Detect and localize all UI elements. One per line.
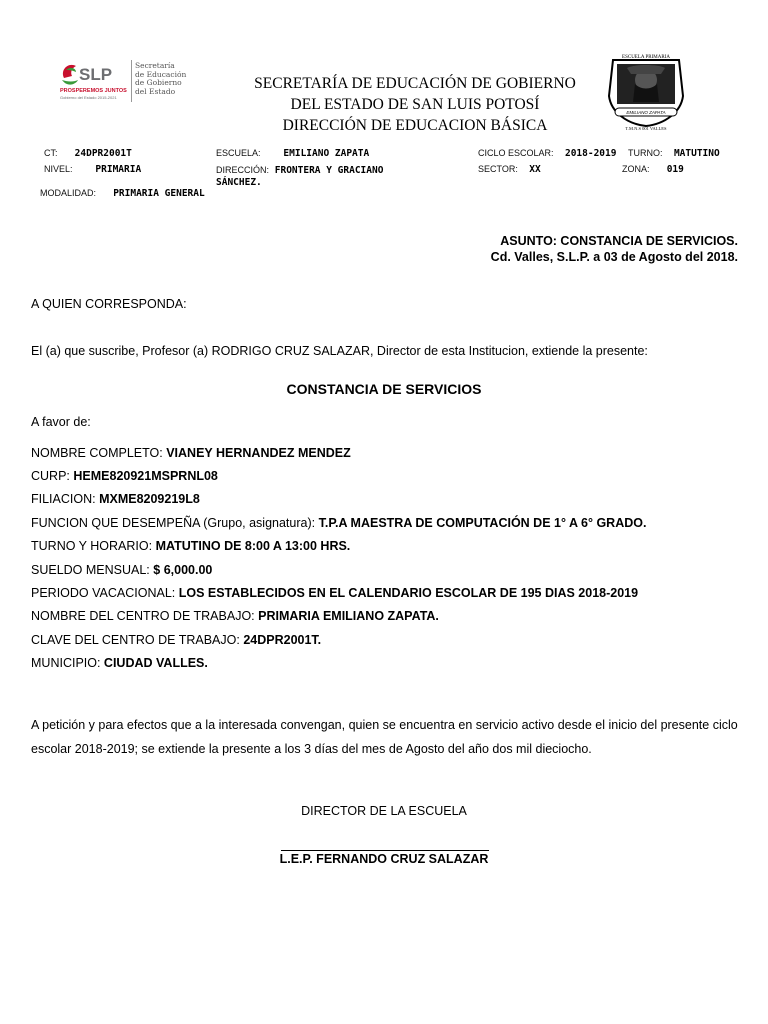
slp-slogan: PROSPEREMOS JUNTOS <box>60 88 127 94</box>
slp-acronym: SLP <box>79 65 113 84</box>
signature-line <box>281 850 489 851</box>
field-label: MUNICIPIO: <box>31 656 104 670</box>
field-filiacion <box>31 492 200 506</box>
svg-text:ESCUELA PRIMARIA: ESCUELA PRIMARIA <box>622 55 670 60</box>
favor-label: A favor de: <box>31 415 91 429</box>
nivel-field <box>44 164 141 175</box>
ct-value: 24DPR2001T <box>74 148 132 159</box>
field-value: 24DPR2001T. <box>243 633 322 647</box>
secretaria-line-2: de Educación <box>135 69 187 79</box>
nivel-label: NIVEL: <box>44 164 73 174</box>
field-value: MATUTINO DE 8:00 A 13:00 HRS. <box>155 539 351 553</box>
greeting: A QUIEN CORRESPONDA: <box>31 297 187 311</box>
slp-gov: Gobierno del Estado 2015-2021 <box>60 95 117 100</box>
signature-name: L.E.P. FERNANDO CRUZ SALAZAR <box>279 852 489 866</box>
school-seal-icon <box>603 50 689 132</box>
escuela-value: EMILIANO ZAPATA <box>283 148 370 159</box>
field-label: TURNO Y HORARIO: <box>31 539 156 553</box>
intro-paragraph: El (a) que suscribe, Profesor (a) RODRIGO CRUZ SALAZAR, Director de esta Institucion, extiende la presente: <box>31 344 648 358</box>
field-label: FUNCION QUE DESEMPEÑA (Grupo, asignatura): <box>31 516 319 530</box>
field-value: T.P.A MAESTRA DE COMPUTACIÓN DE 1° A 6° GRADO. <box>318 516 647 530</box>
modalidad-label: MODALIDAD: <box>40 188 97 198</box>
sector-value: XX <box>529 164 541 175</box>
field-curp <box>31 469 218 483</box>
title-line-3: DIRECCIÓN DE EDUCACION BÁSICA <box>282 117 548 134</box>
secretaria-line-3: de Gobierno <box>135 78 182 88</box>
turno-label: TURNO: <box>628 148 663 158</box>
field-funcion <box>31 516 646 530</box>
field-turno-horario <box>31 539 350 553</box>
modalidad-field <box>40 188 205 199</box>
direccion-value-line-2: SÁNCHEZ. <box>216 177 262 188</box>
field-label: CLAVE DEL CENTRO DE TRABAJO: <box>31 633 244 647</box>
field-clave <box>31 633 321 647</box>
ciclo-field <box>478 148 616 159</box>
svg-text:T.M.N.S 001 VALLES: T.M.N.S 001 VALLES <box>625 126 667 131</box>
direccion-label: DIRECCIÓN: <box>216 165 270 175</box>
field-value: HEME820921MSPRNL08 <box>73 469 218 483</box>
sector-field <box>478 164 541 175</box>
zona-value: 019 <box>666 164 684 175</box>
ciclo-value: 2018-2019 <box>564 148 617 159</box>
secretaria-line-1: Secretaría <box>135 61 175 70</box>
field-value: CIUDAD VALLES. <box>103 656 208 670</box>
escuela-label: ESCUELA: <box>216 148 261 158</box>
field-municipio <box>31 656 208 670</box>
field-periodo <box>31 586 638 600</box>
field-label: NOMBRE DEL CENTRO DE TRABAJO: <box>31 609 259 623</box>
ct-field <box>44 148 132 159</box>
modalidad-value: PRIMARIA GENERAL <box>113 188 205 199</box>
sector-label: SECTOR: <box>478 164 518 174</box>
field-label: FILIACION: <box>31 492 100 506</box>
title-line-1: SECRETARÍA DE EDUCACIÓN DE GOBIERNO <box>254 75 576 92</box>
turno-field <box>628 148 720 159</box>
field-value: $ 6,000.00 <box>153 563 213 577</box>
field-value: MXME8209219L8 <box>99 492 200 506</box>
field-nombre <box>31 446 351 460</box>
place-date-line: Cd. Valles, S.L.P. a 03 de Agosto del 2018. <box>490 250 738 264</box>
field-value: LOS ESTABLECIDOS EN EL CALENDARIO ESCOLAR DE 195 DIAS 2018-2019 <box>178 586 639 600</box>
nivel-value: PRIMARIA <box>95 164 142 175</box>
direccion-value-line-1: FRONTERA Y GRACIANO <box>274 165 384 176</box>
turno-value: MATUTINO <box>673 148 720 159</box>
field-value: PRIMARIA EMILIANO ZAPATA. <box>258 609 439 623</box>
field-value: VIANEY HERNANDEZ MENDEZ <box>166 446 351 460</box>
document-title: CONSTANCIA DE SERVICIOS <box>286 381 482 397</box>
field-label: CURP: <box>31 469 74 483</box>
svg-text:EMILIANO ZAPATA: EMILIANO ZAPATA <box>626 110 666 115</box>
field-centro-trabajo <box>31 609 439 623</box>
ciclo-label: CICLO ESCOLAR: <box>478 148 554 158</box>
zona-field <box>622 164 684 175</box>
zona-label: ZONA: <box>622 164 650 174</box>
escuela-field <box>216 148 369 159</box>
closing-paragraph: A petición y para efectos que a la interesada convengan, quien se encuentra en servicio activo desde el inicio del presente ciclo escolar 2018-2019; se extiende la presente a los 3 días del mes de Agosto del año dos mil dieciocho. <box>31 718 738 756</box>
ct-label: CT: <box>44 148 58 158</box>
title-line-2: DEL ESTADO DE SAN LUIS POTOSÍ <box>290 96 540 113</box>
signature-role: DIRECTOR DE LA ESCUELA <box>301 804 467 818</box>
field-sueldo <box>31 563 212 577</box>
field-label: PERIODO VACACIONAL: <box>31 586 179 600</box>
field-label: SUELDO MENSUAL: <box>31 563 154 577</box>
asunto-line: ASUNTO: CONSTANCIA DE SERVICIOS. <box>500 234 738 248</box>
direccion-field <box>216 164 383 189</box>
secretaria-line-4: del Estado <box>135 86 176 96</box>
field-label: NOMBRE COMPLETO: <box>31 446 167 460</box>
